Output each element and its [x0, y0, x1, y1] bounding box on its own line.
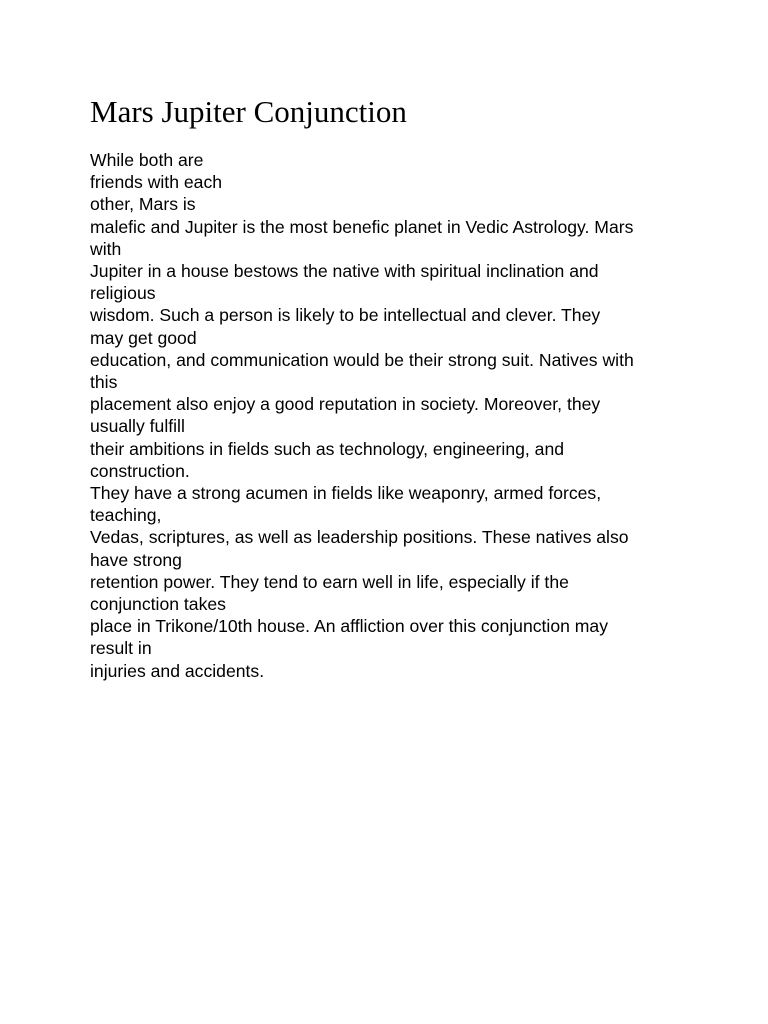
body-line: other, Mars is: [90, 194, 196, 215]
body-line: malefic and Jupiter is the most benefic planet in Vedic Astrology. Mars: [90, 216, 634, 237]
body-line: teaching,: [90, 505, 162, 526]
body-line: construction.: [90, 460, 190, 481]
body-line: retention power. They tend to earn well in life, especially if the: [90, 571, 569, 592]
body-line: this: [90, 372, 118, 393]
body-line: place in Trikone/10th house. An affliction over this conjunction may: [90, 616, 609, 637]
body-line: religious: [90, 283, 156, 304]
body-line: They have a strong acumen in fields like weaponry, armed forces,: [90, 483, 602, 504]
body-line: friends with each: [90, 172, 223, 193]
body-line: placement also enjoy a good reputation in society. Moreover, they: [90, 394, 601, 415]
body-line: may get good: [90, 327, 197, 348]
body-line: While both are: [90, 150, 204, 170]
body-line: result in: [90, 638, 152, 659]
document-title: Mars Jupiter Conjunction: [90, 94, 407, 129]
body-line: usually fulfill: [90, 416, 185, 437]
body-line: have strong: [90, 549, 182, 570]
body-line: conjunction takes: [90, 594, 226, 615]
document-body: [90, 149, 690, 682]
body-line: Jupiter in a house bestows the native with spiritual inclination and: [90, 261, 599, 282]
body-line: with: [90, 238, 122, 259]
body-line: education, and communication would be their strong suit. Natives with: [90, 349, 634, 370]
body-line: their ambitions in fields such as technology, engineering, and: [90, 438, 565, 459]
body-line: injuries and accidents.: [90, 660, 265, 681]
body-line: wisdom. Such a person is likely to be intellectual and clever. They: [90, 305, 601, 326]
body-line: Vedas, scriptures, as well as leadership positions. These natives also: [90, 527, 629, 548]
